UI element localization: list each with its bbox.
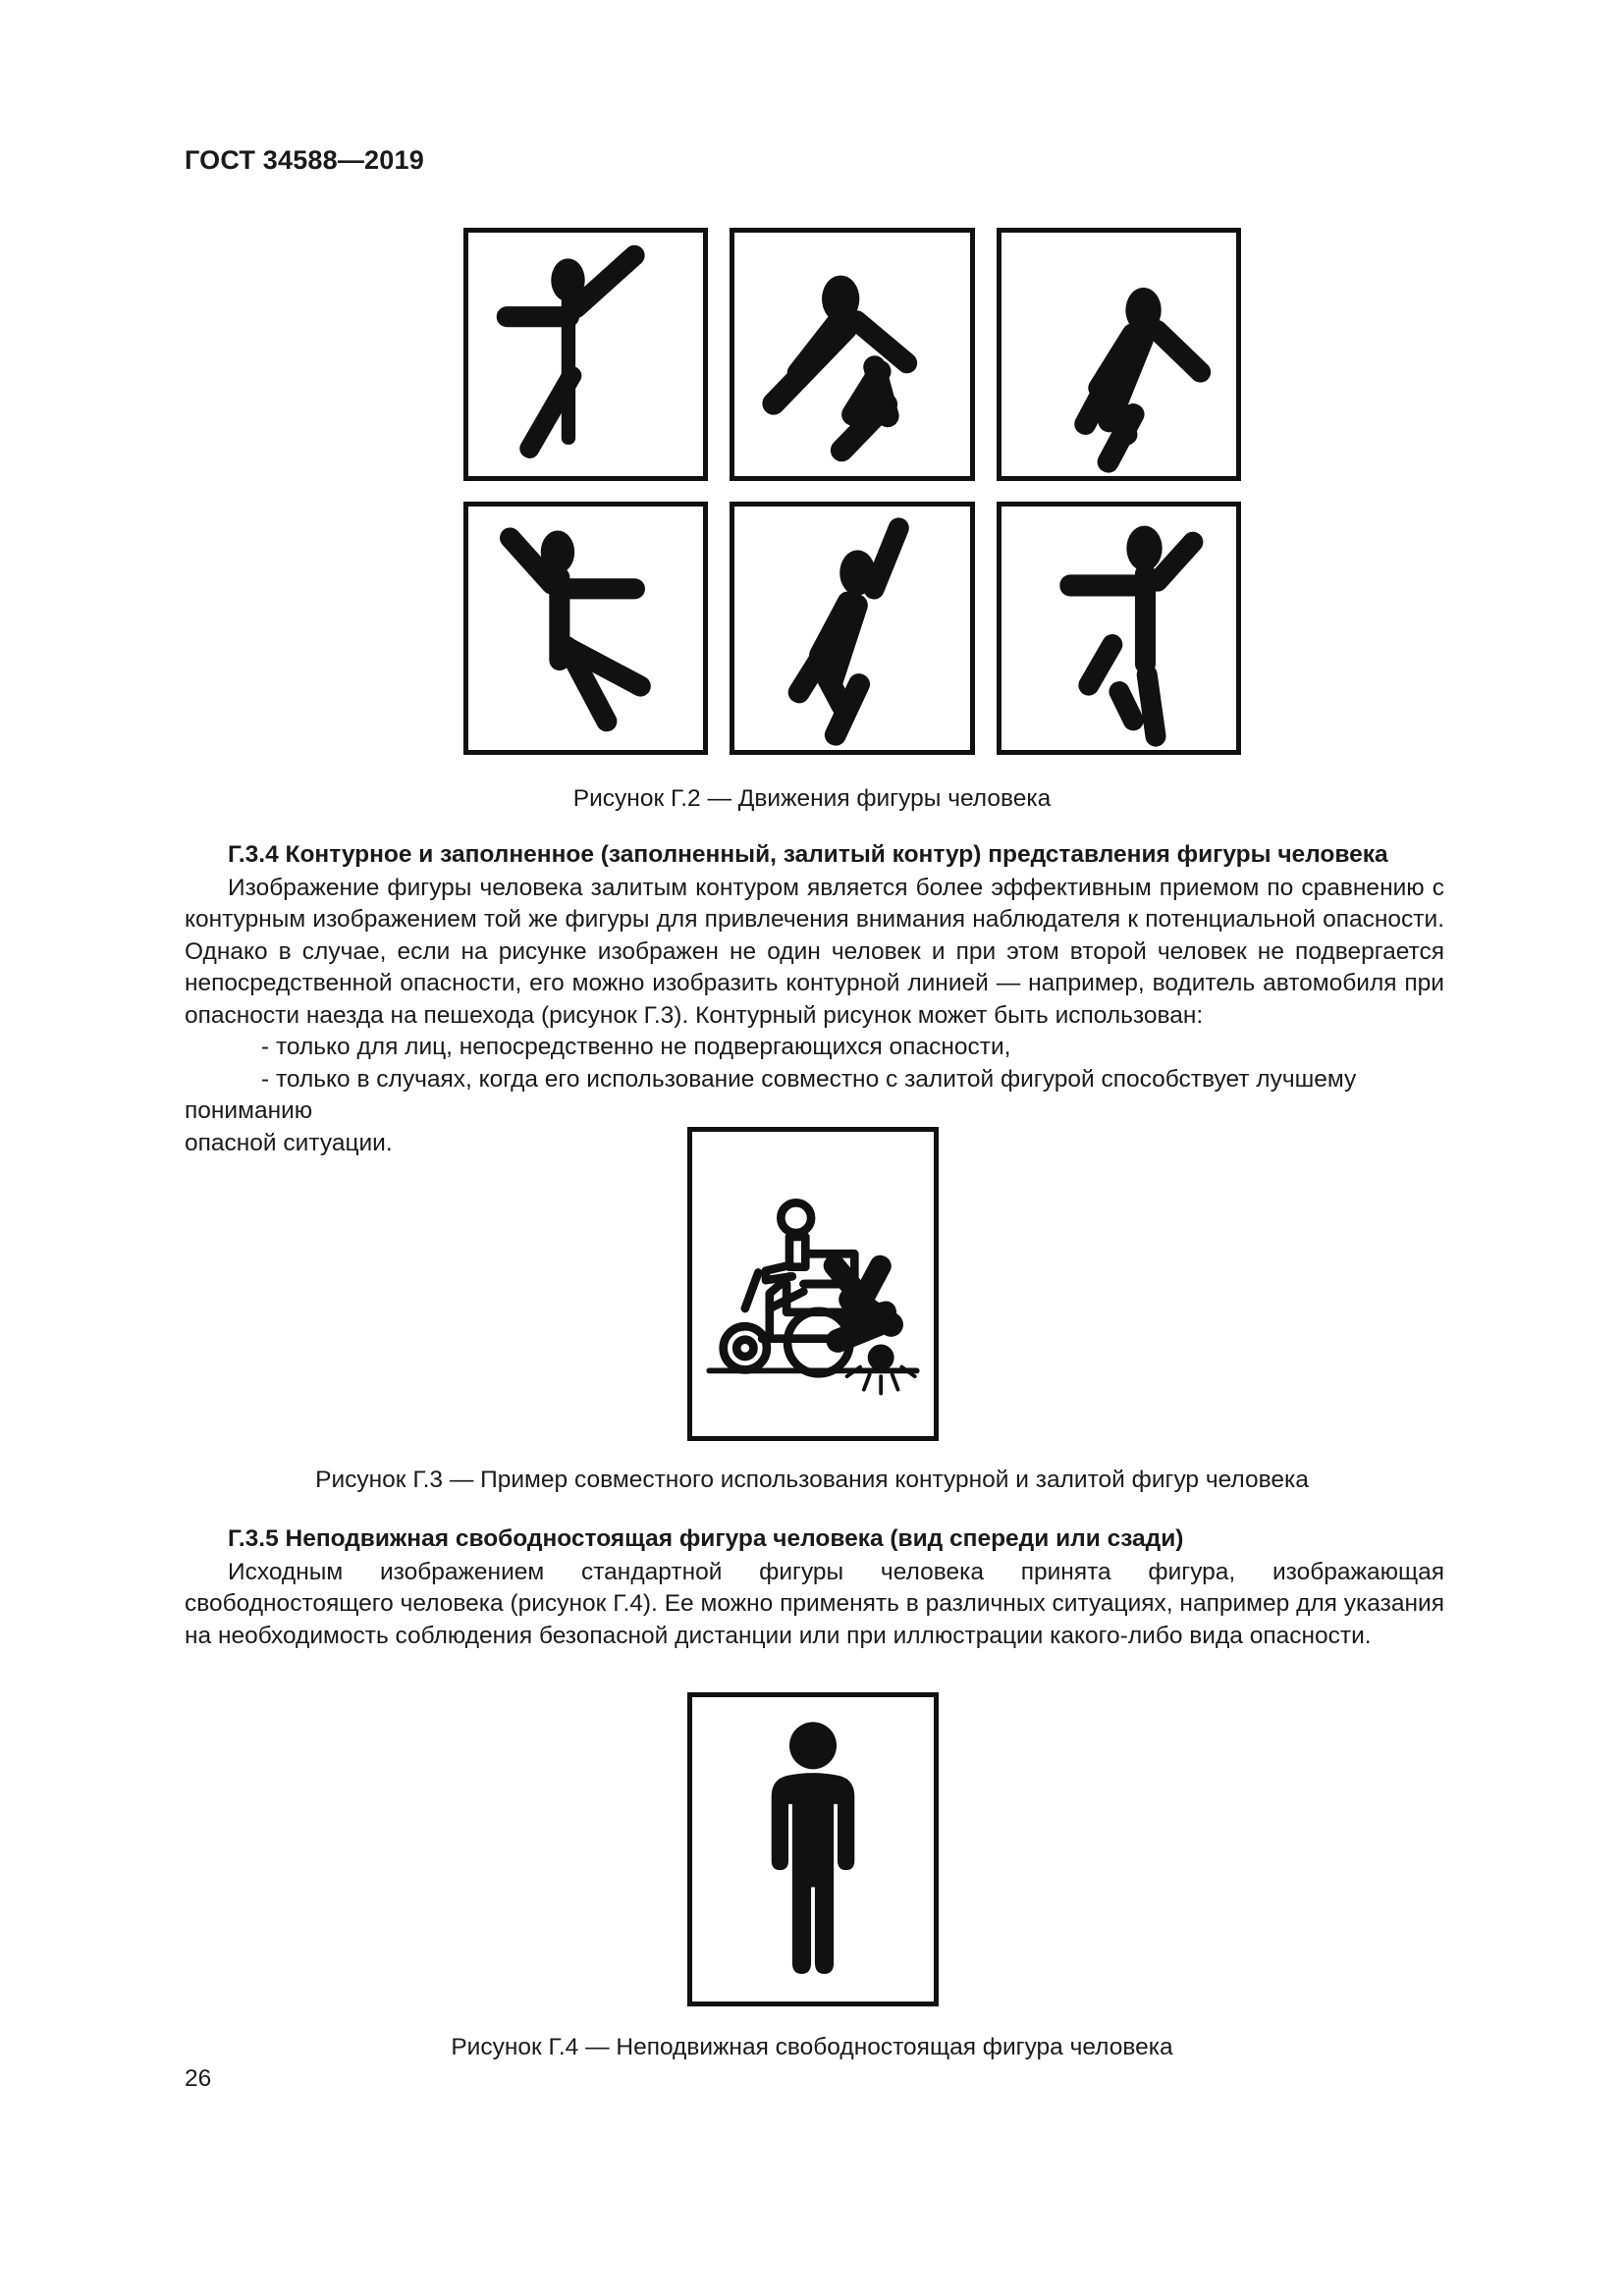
figure-g2-caption: Рисунок Г.2 — Движения фигуры человека — [572, 785, 1052, 812]
panel-walking-arm-out — [463, 502, 708, 755]
section-g35-paragraph: Исходным изображением стандартной фигуры человека принята фигура, изображающая свободностоящего человека (рисунок Г.4). Ее можно применять в различных ситуациях, например для указания на необходимость соблюдения безопасной дистанции или при иллюстрации какого-либо вида опасности. — [185, 1558, 1444, 1649]
panel-jumping — [730, 502, 974, 755]
standard-header: ГОСТ 34588—2019 — [185, 145, 424, 175]
page-number: 26 — [185, 2065, 212, 2092]
tractor-pedestrian-pictogram — [692, 1132, 934, 1436]
section-g34-tail: опасной ситуации. — [185, 1129, 393, 1156]
section-g35-heading: Г.3.5 Неподвижная свободностоящая фигура человека (вид спереди или сзади) — [228, 1525, 1184, 1552]
figure-g2-row-2 — [463, 502, 1241, 755]
section-g34-bullet-2: - только в случаях, когда его использование совместно с залитой фигурой способствует лучшему пониманию — [185, 1065, 1357, 1124]
section-g34-bullet-1: - только для лиц, непосредственно не подвергающихся опасности, — [261, 1034, 1011, 1060]
section-g34 — [185, 839, 1444, 1159]
section-g35 — [185, 1523, 1444, 1652]
standing-person-pictogram — [692, 1697, 934, 2002]
figure-g2-grid — [463, 228, 1241, 775]
panel-falling-diagonal — [730, 228, 974, 481]
panel-falling-backwards — [997, 228, 1241, 481]
figure-g4-panel — [687, 1692, 939, 2006]
figure-g3-panel — [687, 1127, 939, 1441]
figure-g2-row-1 — [463, 228, 1241, 481]
figure-g4-caption: Рисунок Г.4 — Неподвижная свободностоящая фигура человека — [451, 2034, 1173, 2060]
figure-g3-caption: Рисунок Г.3 — Пример совместного использования контурной и залитой фигур человека — [315, 1467, 1309, 1493]
panel-standing-arm-out-knee-bent — [997, 502, 1241, 755]
section-g34-heading: Г.3.4 Контурное и заполненное (заполненный, залитый контур) представления фигуры человека — [228, 841, 1388, 868]
panel-arm-raised-leg-forward — [463, 228, 708, 481]
section-g34-paragraph: Изображение фигуры человека залитым контуром является более эффективным приемом по сравнению с контурным изображением той же фигуры для привлечения внимания наблюдателя к потенциальной опасности. Однако в случае, если на рисунке изображен не один человек и при этом второй человек не подвергается непосредственной опасности, его можно изобразить контурной линией — например, водитель автомобиля при опасности наезда на пешехода (рисунок Г.3). Контурный рисунок может быть использован: — [185, 874, 1444, 1029]
